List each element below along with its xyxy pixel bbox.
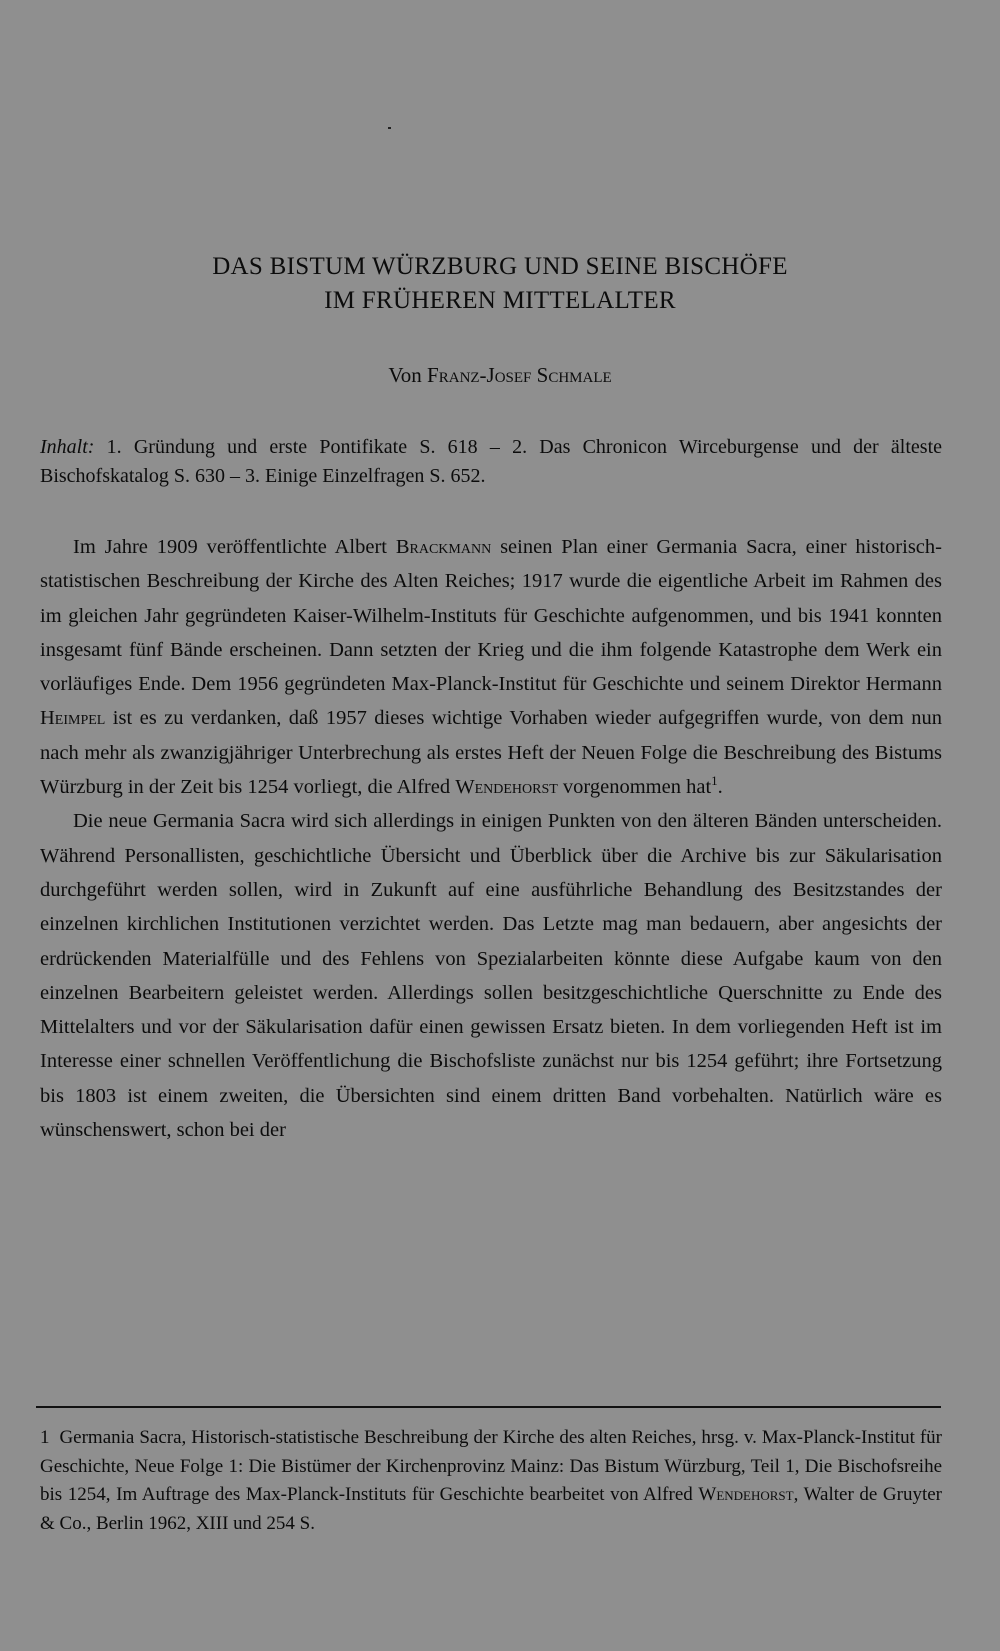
paragraph-1-text-a: Im Jahre 1909 veröffentlichte Albert	[73, 536, 387, 558]
paragraph-1-text-e: .	[717, 776, 723, 799]
footnote-reference[interactable]: 1	[711, 773, 718, 789]
name-wendehorst: Wendehorst	[455, 776, 558, 799]
article-title	[60, 250, 940, 318]
inhalt-text: 1. Gründung und erste Pontifikate S. 618 – 2. Das Chronicon Wirceburgense und der älteste Bischofskatalog S. 630 – 3. Einige Einzelfragen S. 652.	[40, 436, 942, 487]
author-line	[60, 363, 940, 388]
author-name: Franz-Josef Schmale	[427, 363, 612, 387]
scan-speck	[388, 127, 391, 129]
title-line-1: DAS BISTUM WÜRZBURG UND SEINE BISCHÖFE	[212, 253, 788, 280]
footnote	[40, 1424, 942, 1538]
paragraph-2: Die neue Germania Sacra wird sich allerdings in einigen Punkten von den älteren Bänden unterscheiden. Während Personallisten, geschichtliche Übersicht und Überblick über die Archive bis zur Säkularisation durchgeführt werden sollen, wird in Zukunft auf eine ausführliche Behandlung des Besitzstandes der einzelnen kirchlichen Institutionen verzichtet werden. Das Letzte mag man bedauern, aber angesichts der erdrückenden Materialfülle und des Fehlens von Spezialarbeiten könnte diese Aufgabe kaum von den einzelnen Bearbeitern geleistet werden. Allerdings sollen besitzgeschichtliche Querschnitte zu Ende des Mittelalters und vor der Säkularisation dafür einen gewissen Ersatz bieten. In dem vorliegenden Heft ist im Interesse einer schnellen Veröffentlichung die Bischofsliste zunächst nur bis 1254 geführt; ihre Fortsetzung bis 1803 ist einem zweiten, die Übersichten sind einem dritten Band vorbehalten. Natürlich wäre es wünschenswert, schon bei der	[40, 810, 942, 1142]
footnote-text-b: , Walter de Gruyter & Co., Berlin 1962, XIII und 254 S.	[40, 1484, 943, 1534]
paragraph-1	[40, 530, 942, 804]
footnote-name-wendehorst: Wendehorst	[698, 1484, 794, 1505]
inhalt-label: Inhalt:	[40, 436, 95, 458]
paragraph-1-text-d: vorgenommen hat	[562, 776, 712, 799]
footnote-separator	[36, 1406, 941, 1408]
body-text	[40, 530, 942, 1147]
title-line-2: IM FRÜHEREN MITTELALTER	[324, 287, 676, 314]
footnote-text-a: Germania Sacra, Historisch-statistische Beschreibung der Kirche des alten Reiches, hrsg. v. Max-Planck-Institut für Geschichte, Neue Folge 1: Die Bistümer der Kirchenprovinz Mainz: Das Bistum Würzburg, Teil 1, Die Bischofsreihe bis 1254, Im Auftrage des Max-Planck-Instituts für Geschichte bearbeitet von Alfred	[40, 1427, 943, 1505]
name-brackmann: Brackmann	[395, 536, 492, 558]
author-prefix: Von	[388, 363, 422, 387]
paragraph-1-text-c: ist es zu verdanken, daß 1957 dieses wichtige Vorhaben wieder aufgegriffen wurde, von dem nun nach mehr als zwanzigjähriger Unterbrechung als erstes Heft der Neuen Folge die Beschreibung des Bistums Würzburg in der Zeit bis 1254 vorliegt, die Alfred	[40, 707, 943, 799]
table-of-contents	[40, 433, 942, 491]
paragraph-1-text-b: seinen Plan einer Germania Sacra, einer historisch-statistischen Beschreibung der Kirche des Alten Reiches; 1917 wurde die eigentliche Arbeit im Rahmen des im gleichen Jahr gegründeten Kaiser-Wilhelm-Instituts für Geschichte aufgenommen, und bis 1941 konnten insgesamt fünf Bände erscheinen. Dann setzten der Krieg und die ihm folgende Katastrophe dem Werk ein vorläufiges Ende. Dem 1956 gegründeten Max-Planck-Institut für Geschichte und seinem Direktor Hermann	[40, 536, 942, 696]
footnote-mark: 1	[40, 1427, 50, 1448]
name-heimpel: Heimpel	[40, 707, 106, 730]
